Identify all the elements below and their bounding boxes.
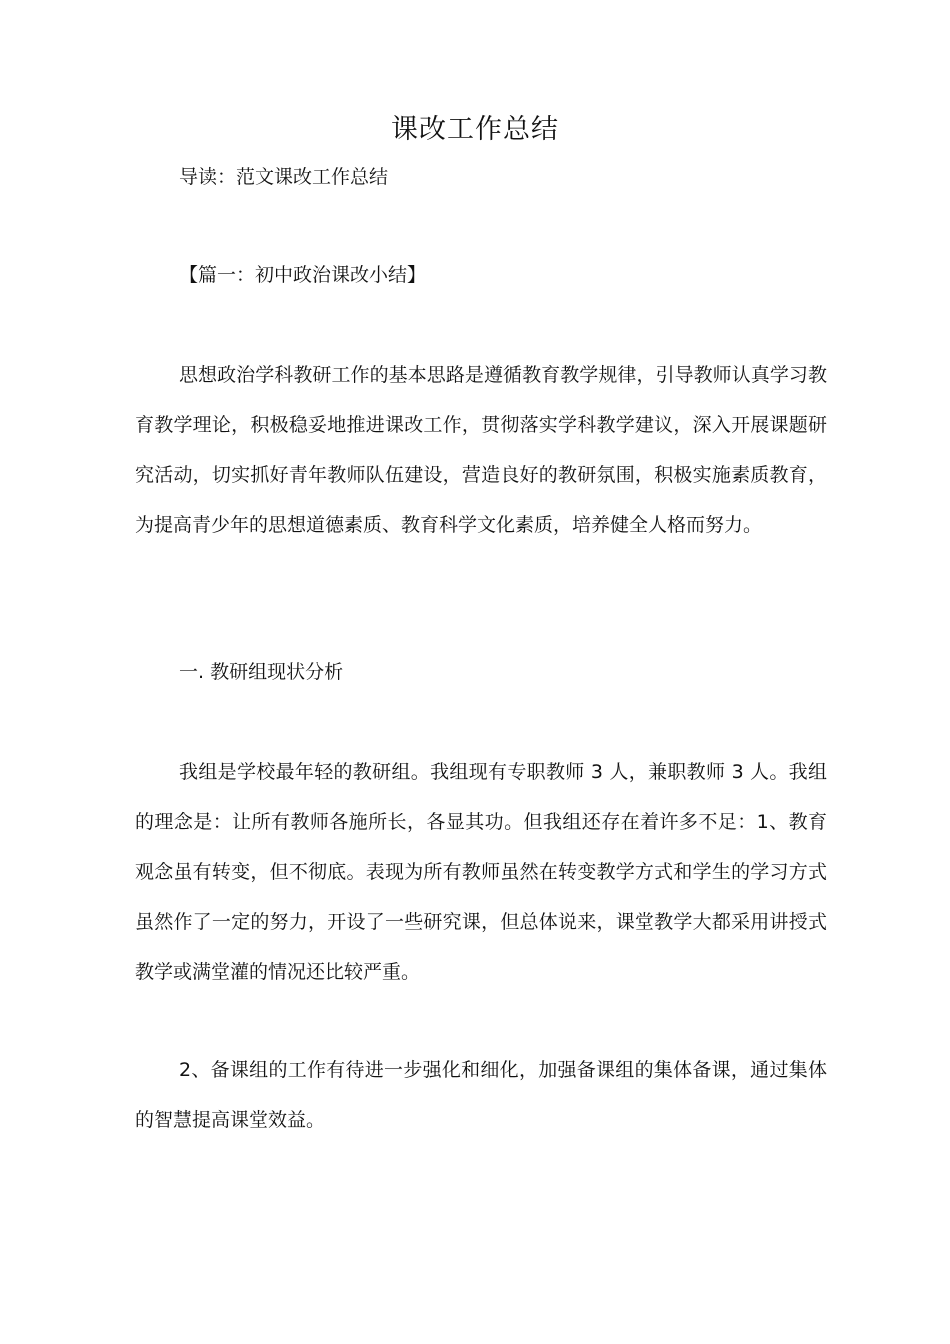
- subheading-status-analysis: 一. 教研组现状分析: [179, 661, 344, 683]
- paragraph-guiding-idea: 思想政治学科教研工作的基本思路是遵循教育教学规律，引导教师认真学习教育教学理论，积极稳妥地推进课改工作，贯彻落实学科教学建议，深入开展课题研究活动，切实抓好青年教师队伍建设，营造良好的教研氛围，积极实施素质教育，为提高青少年的思想道德素质、教育科学文化素质，培养健全人格而努力。: [135, 364, 827, 536]
- intro-line: 导读：范文课改工作总结: [179, 166, 389, 188]
- section-heading: 【篇一：初中政治课改小结】: [179, 264, 427, 286]
- paragraph-group-status: 我组是学校最年轻的教研组。我组现有专职教师 3 人，兼职教师 3 人。我组的理念是：让所有教师各施所长，各显其功。但我组还存在着许多不足：1、教育观念虽有转变，但不彻底。表现为所有教师虽然在转变教学方式和学生的学习方式虽然作了一定的努力，开设了一些研究课，但总体说来，课堂教学大都采用讲授式教学或满堂灌的情况还比较严重。: [135, 761, 827, 983]
- paragraph-lesson-prep: 2、备课组的工作有待进一步强化和细化，加强备课组的集体备课，通过集体的智慧提高课堂效益。: [135, 1059, 827, 1131]
- document-title: 课改工作总结: [391, 114, 559, 145]
